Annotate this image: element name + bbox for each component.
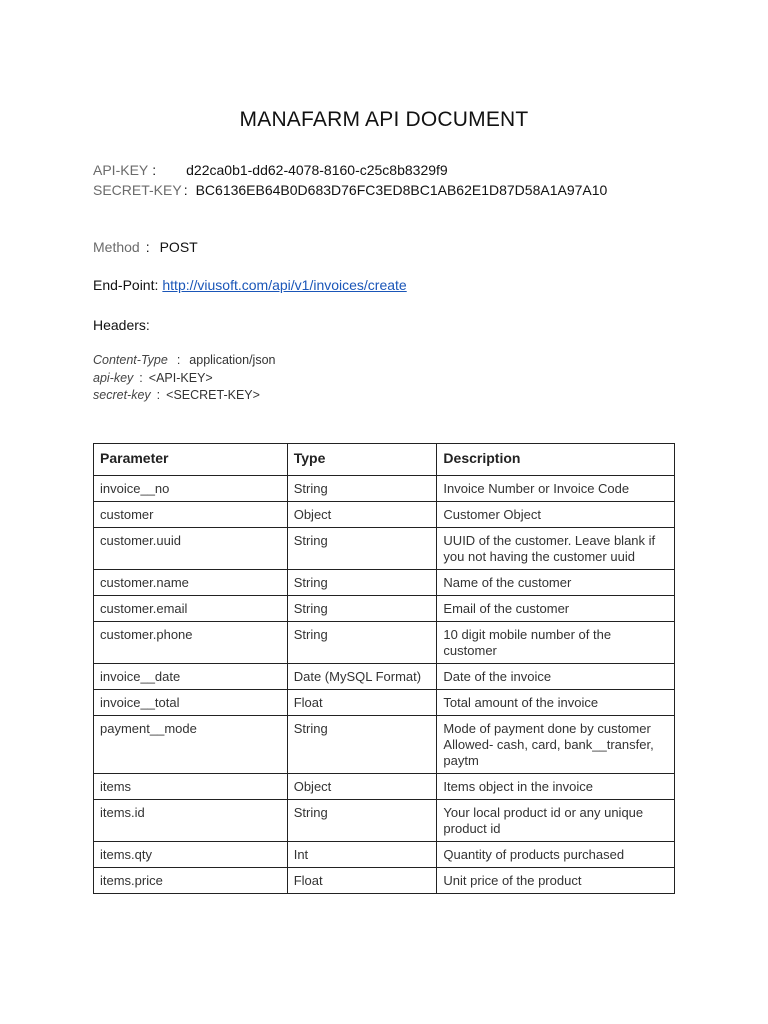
description-cell: Mode of payment done by customer Allowed- cash, card, bank__transfer, paytm: [437, 716, 675, 774]
table-row: [94, 716, 675, 774]
parameter-cell: items.id: [94, 800, 288, 842]
page-title: MANAFARM API DOCUMENT: [239, 108, 529, 131]
endpoint-link[interactable]: http://viusoft.com/api/v1/invoices/create: [162, 277, 407, 293]
table-row: [94, 842, 675, 868]
header-separator: :: [176, 353, 181, 367]
type-cell: String: [287, 800, 437, 842]
parameter-cell: payment__mode: [94, 716, 288, 774]
method-separator: :: [145, 239, 150, 255]
method-row: [93, 239, 198, 255]
type-cell: String: [287, 528, 437, 570]
parameter-cell: invoice__date: [94, 664, 288, 690]
type-cell: String: [287, 622, 437, 664]
type-cell: Object: [287, 774, 437, 800]
parameter-cell: items: [94, 774, 288, 800]
table-row: [94, 502, 675, 528]
parameter-cell: items.price: [94, 868, 288, 894]
table-row: [94, 774, 675, 800]
table-row: [94, 622, 675, 664]
description-cell: Email of the customer: [437, 596, 675, 622]
secret-key-separator: :: [183, 182, 188, 198]
parameter-cell: customer.phone: [94, 622, 288, 664]
description-cell: Total amount of the invoice: [437, 690, 675, 716]
description-cell: UUID of the customer. Leave blank if you not having the customer uuid: [437, 528, 675, 570]
table-row: [94, 476, 675, 502]
table-row: [94, 868, 675, 894]
header-separator: :: [139, 371, 143, 385]
column-header-description: Description: [437, 444, 675, 476]
header-value: application/json: [189, 353, 276, 367]
parameter-cell: customer.uuid: [94, 528, 288, 570]
endpoint-row: [93, 277, 407, 293]
description-cell: Date of the invoice: [437, 664, 675, 690]
parameters-table: [93, 443, 675, 894]
parameter-cell: customer.name: [94, 570, 288, 596]
table-row: [94, 570, 675, 596]
secret-key-row: [93, 182, 607, 198]
type-cell: Float: [287, 868, 437, 894]
table-row: [94, 664, 675, 690]
type-cell: String: [287, 570, 437, 596]
description-cell: Unit price of the product: [437, 868, 675, 894]
parameter-cell: items.qty: [94, 842, 288, 868]
description-cell: Quantity of products purchased: [437, 842, 675, 868]
column-header-parameter: Parameter: [94, 444, 288, 476]
headers-label: Headers:: [93, 317, 150, 333]
description-cell: Customer Object: [437, 502, 675, 528]
description-cell: Name of the customer: [437, 570, 675, 596]
type-cell: String: [287, 476, 437, 502]
description-cell: 10 digit mobile number of the customer: [437, 622, 675, 664]
table-row: [94, 800, 675, 842]
table-row: [94, 596, 675, 622]
table-header-row: [94, 444, 675, 476]
header-value: <API-KEY>: [148, 371, 213, 385]
type-cell: String: [287, 716, 437, 774]
table-row: [94, 528, 675, 570]
column-header-type: Type: [287, 444, 437, 476]
header-content-type: [93, 353, 275, 367]
headers-heading: [93, 317, 150, 333]
parameter-cell: invoice__total: [94, 690, 288, 716]
api-key-row: [93, 162, 448, 178]
header-separator: :: [156, 388, 161, 402]
header-key: secret-key: [93, 388, 151, 402]
table-row: [94, 690, 675, 716]
header-api-key: [93, 371, 213, 385]
header-value: <SECRET-KEY>: [166, 388, 260, 402]
secret-key-value: BC6136EB64B0D683D76FC3ED8BC1AB62E1D87D58A1A97A10: [195, 182, 608, 198]
parameter-cell: invoice__no: [94, 476, 288, 502]
type-cell: Int: [287, 842, 437, 868]
header-secret-key: [93, 388, 260, 402]
type-cell: Float: [287, 690, 437, 716]
api-key-label: API-KEY: [93, 162, 149, 178]
parameter-cell: customer.email: [94, 596, 288, 622]
type-cell: Object: [287, 502, 437, 528]
description-cell: Your local product id or any unique product id: [437, 800, 675, 842]
type-cell: Date (MySQL Format): [287, 664, 437, 690]
description-cell: Invoice Number or Invoice Code: [437, 476, 675, 502]
method-value: POST: [159, 239, 198, 255]
api-key-value: d22ca0b1-dd62-4078-8160-c25c8b8329f9: [186, 162, 448, 178]
api-key-separator: :: [152, 162, 157, 178]
parameter-cell: customer: [94, 502, 288, 528]
header-key: Content-Type: [93, 353, 168, 367]
secret-key-label: SECRET-KEY: [93, 182, 182, 198]
endpoint-label: End-Point:: [93, 277, 159, 293]
type-cell: String: [287, 596, 437, 622]
method-label: Method: [93, 239, 140, 255]
description-cell: Items object in the invoice: [437, 774, 675, 800]
header-key: api-key: [93, 371, 134, 385]
